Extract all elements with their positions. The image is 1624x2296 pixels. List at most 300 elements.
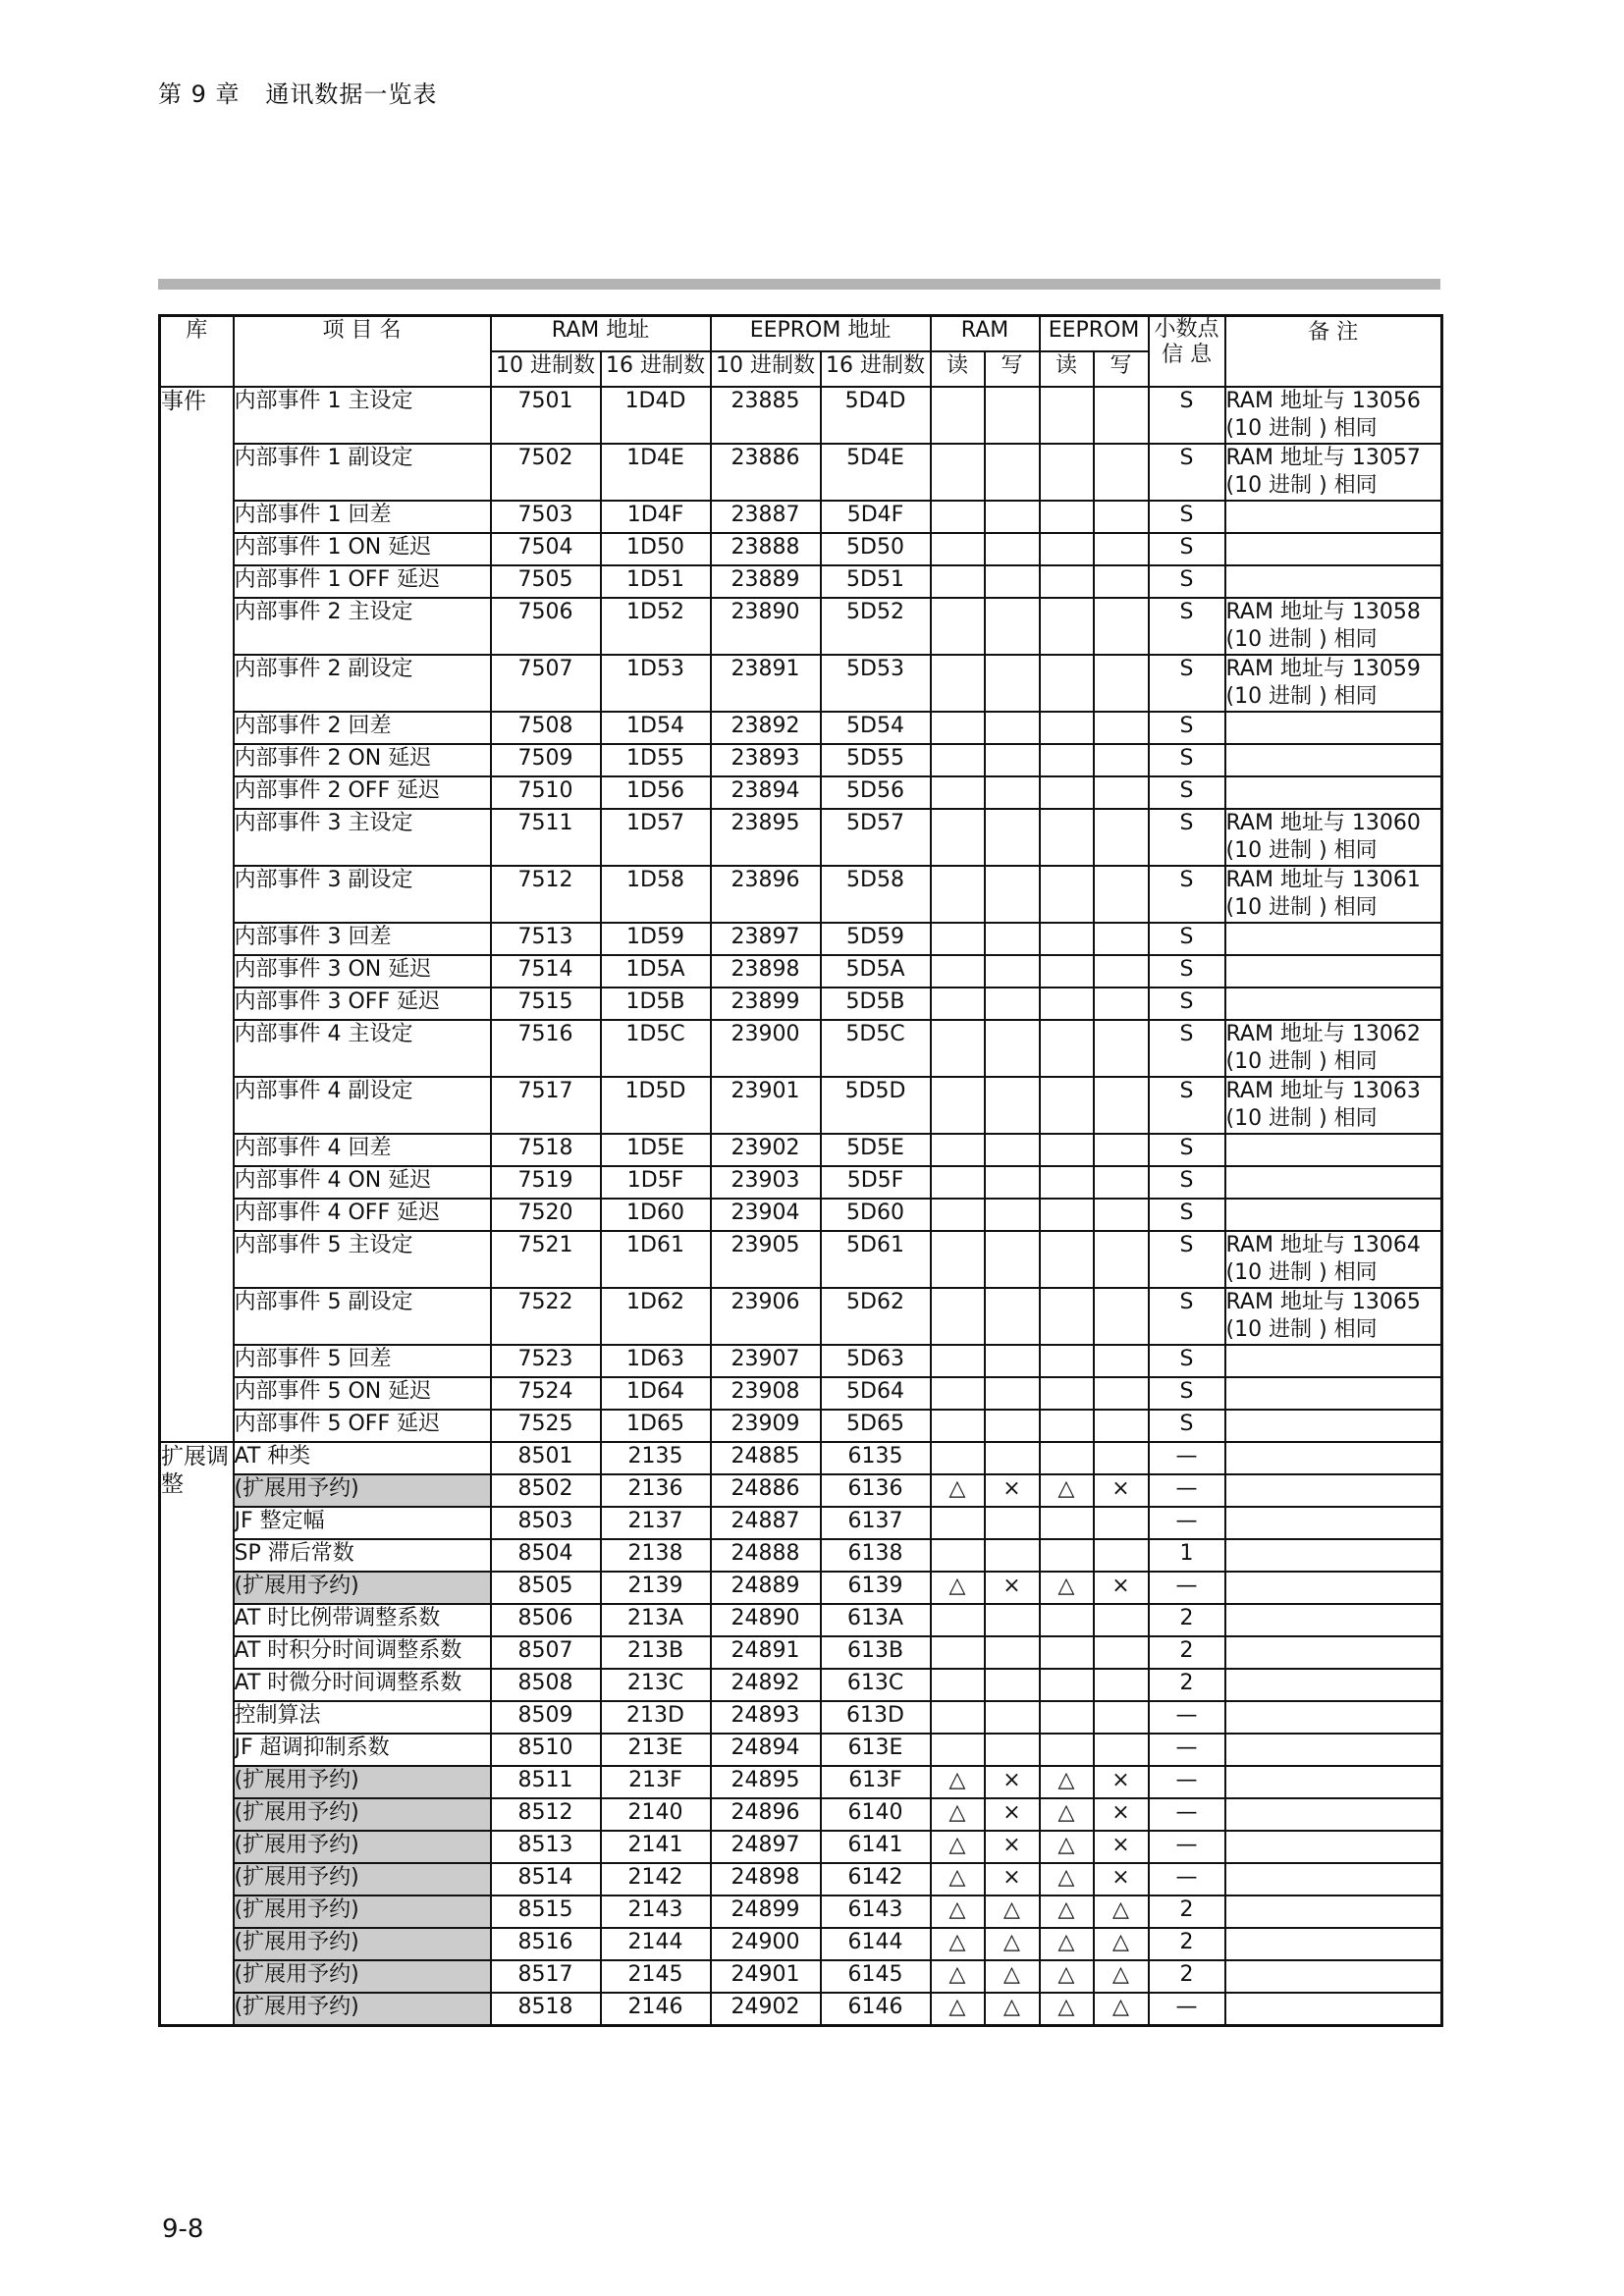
item-name: AT 时积分时间调整系数 xyxy=(234,1636,491,1669)
ee-r-cell xyxy=(1040,1134,1094,1166)
ee-dec-cell: 24902 xyxy=(711,1993,821,2026)
item-name: 内部事件 2 OFF 延迟 xyxy=(234,776,491,809)
dp-cell: S xyxy=(1149,1345,1225,1377)
ram-r-cell xyxy=(931,387,985,444)
ram-r-cell xyxy=(931,1077,985,1134)
ee-hex-cell: 5D5A xyxy=(821,955,931,988)
note-cell xyxy=(1225,1231,1442,1288)
dp-cell: S xyxy=(1149,988,1225,1020)
dp-cell: — xyxy=(1149,1572,1225,1604)
ram-dec-cell: 7514 xyxy=(491,955,601,988)
chapter-label: 第 9 章 xyxy=(158,80,241,108)
ee-r-cell xyxy=(1040,776,1094,809)
note-line-2: (10 进制 ) 相同 xyxy=(1225,1259,1378,1285)
ram-dec-cell: 7508 xyxy=(491,712,601,744)
dp-cell: S xyxy=(1149,501,1225,533)
note-line-2: (10 进制 ) 相同 xyxy=(1225,1105,1378,1131)
ee-dec-cell: 24894 xyxy=(711,1734,821,1766)
ram-r-cell: △ xyxy=(931,1831,985,1863)
table-row xyxy=(160,923,1442,955)
ee-dec-cell: 24891 xyxy=(711,1636,821,1669)
ram-w-cell xyxy=(985,1410,1040,1442)
ee-r-cell: △ xyxy=(1040,1928,1094,1960)
item-name: 内部事件 2 ON 延迟 xyxy=(234,744,491,776)
ram-dec-cell: 8504 xyxy=(491,1539,601,1572)
note-cell xyxy=(1225,1077,1442,1134)
header-ram-hex: 16 进制数 xyxy=(601,351,711,387)
ee-dec-cell: 23908 xyxy=(711,1377,821,1410)
item-name: 内部事件 2 副设定 xyxy=(234,655,491,712)
ee-r-cell xyxy=(1040,1604,1094,1636)
ram-hex-cell: 1D5D xyxy=(601,1077,711,1134)
note-cell xyxy=(1225,923,1442,955)
note-line-2: (10 进制 ) 相同 xyxy=(1225,472,1378,498)
ee-r-cell xyxy=(1040,387,1094,444)
item-name: 内部事件 5 回差 xyxy=(234,1345,491,1377)
ram-dec-cell: 7507 xyxy=(491,655,601,712)
ee-dec-cell: 23889 xyxy=(711,565,821,598)
ee-w-cell xyxy=(1094,1539,1149,1572)
ram-w-cell: × xyxy=(985,1572,1040,1604)
note-cell xyxy=(1225,387,1442,444)
ram-w-cell xyxy=(985,565,1040,598)
ee-r-cell xyxy=(1040,1507,1094,1539)
ee-hex-cell: 5D60 xyxy=(821,1199,931,1231)
ram-r-cell: △ xyxy=(931,1928,985,1960)
ram-r-cell xyxy=(931,1442,985,1474)
ram-w-cell xyxy=(985,387,1040,444)
ram-hex-cell: 1D62 xyxy=(601,1288,711,1345)
ee-r-cell: △ xyxy=(1040,1863,1094,1896)
ram-r-cell xyxy=(931,598,985,655)
ram-dec-cell: 7521 xyxy=(491,1231,601,1288)
ram-w-cell xyxy=(985,598,1040,655)
item-name: 内部事件 2 主设定 xyxy=(234,598,491,655)
table-row xyxy=(160,1539,1442,1572)
ram-r-cell xyxy=(931,955,985,988)
dp-cell: S xyxy=(1149,1199,1225,1231)
table-row xyxy=(160,1377,1442,1410)
table-row xyxy=(160,776,1442,809)
ee-r-cell xyxy=(1040,1077,1094,1134)
ee-dec-cell: 23894 xyxy=(711,776,821,809)
ram-hex-cell: 1D59 xyxy=(601,923,711,955)
ram-w-cell xyxy=(985,1377,1040,1410)
dp-cell: S xyxy=(1149,1134,1225,1166)
table-row xyxy=(160,1896,1442,1928)
ram-r-cell xyxy=(931,712,985,744)
ee-w-cell xyxy=(1094,1701,1149,1734)
note-cell xyxy=(1225,1572,1442,1604)
table-row xyxy=(160,1701,1442,1734)
ee-hex-cell: 5D4D xyxy=(821,387,931,444)
ee-dec-cell: 24901 xyxy=(711,1960,821,1993)
note-line-2: (10 进制 ) 相同 xyxy=(1225,894,1378,920)
ee-r-cell xyxy=(1040,866,1094,923)
ram-dec-cell: 7503 xyxy=(491,501,601,533)
header-library: 库 xyxy=(160,316,234,387)
header-ram-write: 写 xyxy=(985,351,1040,387)
ee-w-cell xyxy=(1094,565,1149,598)
ee-w-cell: △ xyxy=(1094,1993,1149,2026)
ram-w-cell: △ xyxy=(985,1993,1040,2026)
note-line-2: (10 进制 ) 相同 xyxy=(1225,1316,1378,1342)
ram-w-cell xyxy=(985,1134,1040,1166)
ram-w-cell: × xyxy=(985,1474,1040,1507)
ee-dec-cell: 24885 xyxy=(711,1442,821,1474)
ram-hex-cell: 1D5E xyxy=(601,1134,711,1166)
ram-w-cell xyxy=(985,444,1040,501)
note-cell xyxy=(1225,1960,1442,1993)
ram-r-cell xyxy=(931,655,985,712)
ram-hex-cell: 2137 xyxy=(601,1507,711,1539)
item-name: 控制算法 xyxy=(234,1701,491,1734)
ee-dec-cell: 23904 xyxy=(711,1199,821,1231)
ram-hex-cell: 1D52 xyxy=(601,598,711,655)
item-name: 内部事件 1 OFF 延迟 xyxy=(234,565,491,598)
ram-hex-cell: 1D5C xyxy=(601,1020,711,1077)
ee-hex-cell: 613D xyxy=(821,1701,931,1734)
ram-r-cell xyxy=(931,809,985,866)
ee-dec-cell: 23885 xyxy=(711,387,821,444)
dp-cell: — xyxy=(1149,1993,1225,2026)
dp-cell: 2 xyxy=(1149,1896,1225,1928)
dp-cell: S xyxy=(1149,533,1225,565)
ee-hex-cell: 6138 xyxy=(821,1539,931,1572)
table-row xyxy=(160,1231,1442,1288)
ee-hex-cell: 6144 xyxy=(821,1928,931,1960)
note-cell xyxy=(1225,1993,1442,2026)
ram-w-cell xyxy=(985,533,1040,565)
ram-w-cell xyxy=(985,1636,1040,1669)
item-name: (扩展用予约) xyxy=(234,1896,491,1928)
ee-hex-cell: 6142 xyxy=(821,1863,931,1896)
ee-dec-cell: 23903 xyxy=(711,1166,821,1199)
ram-w-cell xyxy=(985,1701,1040,1734)
table-row xyxy=(160,1288,1442,1345)
ram-hex-cell: 213D xyxy=(601,1701,711,1734)
ram-dec-cell: 7522 xyxy=(491,1288,601,1345)
ee-dec-cell: 23893 xyxy=(711,744,821,776)
ee-hex-cell: 5D62 xyxy=(821,1288,931,1345)
ram-hex-cell: 1D55 xyxy=(601,744,711,776)
ram-dec-cell: 8506 xyxy=(491,1604,601,1636)
ram-dec-cell: 7518 xyxy=(491,1134,601,1166)
ee-w-cell xyxy=(1094,1669,1149,1701)
item-name: 内部事件 4 OFF 延迟 xyxy=(234,1199,491,1231)
note-cell xyxy=(1225,809,1442,866)
ee-w-cell xyxy=(1094,1442,1149,1474)
dp-cell: 1 xyxy=(1149,1539,1225,1572)
ee-dec-cell: 23891 xyxy=(711,655,821,712)
header-decimal-info: 小数点信 息 xyxy=(1149,316,1225,387)
note-cell xyxy=(1225,1766,1442,1798)
table-row xyxy=(160,1507,1442,1539)
ram-w-cell: × xyxy=(985,1831,1040,1863)
table-row xyxy=(160,1993,1442,2026)
dp-cell: S xyxy=(1149,1377,1225,1410)
ee-hex-cell: 613F xyxy=(821,1766,931,1798)
ram-r-cell xyxy=(931,1377,985,1410)
ee-w-cell: × xyxy=(1094,1863,1149,1896)
ram-w-cell xyxy=(985,1077,1040,1134)
header-eeprom-dec: 10 进制数 xyxy=(711,351,821,387)
item-name: 内部事件 1 主设定 xyxy=(234,387,491,444)
ram-r-cell xyxy=(931,1166,985,1199)
header-ram-address: RAM 地址 xyxy=(491,316,711,351)
ram-hex-cell: 1D5A xyxy=(601,955,711,988)
ee-w-cell xyxy=(1094,1288,1149,1345)
ram-hex-cell: 1D4F xyxy=(601,501,711,533)
ram-r-cell xyxy=(931,1669,985,1701)
note-cell xyxy=(1225,1166,1442,1199)
ee-w-cell xyxy=(1094,923,1149,955)
ram-hex-cell: 1D5F xyxy=(601,1166,711,1199)
ram-hex-cell: 2135 xyxy=(601,1442,711,1474)
ram-dec-cell: 7523 xyxy=(491,1345,601,1377)
note-cell xyxy=(1225,1831,1442,1863)
table-row xyxy=(160,1798,1442,1831)
note-line-1: RAM 地址与 13060 xyxy=(1225,810,1421,835)
ee-hex-cell: 6141 xyxy=(821,1831,931,1863)
ee-r-cell xyxy=(1040,1199,1094,1231)
dp-cell: — xyxy=(1149,1701,1225,1734)
ram-w-cell xyxy=(985,1020,1040,1077)
note-cell xyxy=(1225,444,1442,501)
ee-w-cell xyxy=(1094,1377,1149,1410)
ram-dec-cell: 7513 xyxy=(491,923,601,955)
header-rule xyxy=(158,279,1440,290)
note-cell xyxy=(1225,655,1442,712)
ram-dec-cell: 8517 xyxy=(491,1960,601,1993)
ram-hex-cell: 2144 xyxy=(601,1928,711,1960)
ee-dec-cell: 24887 xyxy=(711,1507,821,1539)
ram-dec-cell: 8501 xyxy=(491,1442,601,1474)
communication-data-table xyxy=(158,314,1443,2027)
table-row xyxy=(160,1960,1442,1993)
note-cell xyxy=(1225,1734,1442,1766)
header-ram-read: 读 xyxy=(931,351,985,387)
item-name: 内部事件 1 副设定 xyxy=(234,444,491,501)
ram-r-cell xyxy=(931,1604,985,1636)
item-name: 内部事件 1 回差 xyxy=(234,501,491,533)
ee-w-cell: × xyxy=(1094,1798,1149,1831)
ee-r-cell: △ xyxy=(1040,1766,1094,1798)
ee-r-cell xyxy=(1040,565,1094,598)
ram-hex-cell: 2142 xyxy=(601,1863,711,1896)
ee-r-cell xyxy=(1040,1442,1094,1474)
table-row xyxy=(160,1669,1442,1701)
ram-w-cell: × xyxy=(985,1863,1040,1896)
item-name: 内部事件 5 ON 延迟 xyxy=(234,1377,491,1410)
ram-r-cell xyxy=(931,1288,985,1345)
item-name: 内部事件 5 OFF 延迟 xyxy=(234,1410,491,1442)
item-name: 内部事件 3 回差 xyxy=(234,923,491,955)
table-row xyxy=(160,744,1442,776)
ram-dec-cell: 8510 xyxy=(491,1734,601,1766)
ram-w-cell xyxy=(985,1442,1040,1474)
ee-r-cell xyxy=(1040,712,1094,744)
ram-r-cell xyxy=(931,1701,985,1734)
dp-cell: S xyxy=(1149,866,1225,923)
note-line-2: (10 进制 ) 相同 xyxy=(1225,415,1378,441)
item-name: (扩展用予约) xyxy=(234,1831,491,1863)
ram-r-cell xyxy=(931,1345,985,1377)
dp-cell: S xyxy=(1149,1288,1225,1345)
ee-w-cell: × xyxy=(1094,1474,1149,1507)
page-header xyxy=(158,75,437,109)
ee-w-cell xyxy=(1094,1020,1149,1077)
note-cell xyxy=(1225,1410,1442,1442)
header-eeprom: EEPROM xyxy=(1040,316,1149,351)
ee-hex-cell: 5D4E xyxy=(821,444,931,501)
table-row xyxy=(160,866,1442,923)
table-row xyxy=(160,655,1442,712)
ee-hex-cell: 5D50 xyxy=(821,533,931,565)
page-number: 9-8 xyxy=(162,2215,204,2244)
ram-dec-cell: 8502 xyxy=(491,1474,601,1507)
ram-dec-cell: 8515 xyxy=(491,1896,601,1928)
ee-hex-cell: 5D54 xyxy=(821,712,931,744)
item-name: 内部事件 5 副设定 xyxy=(234,1288,491,1345)
ee-w-cell xyxy=(1094,1231,1149,1288)
ram-r-cell xyxy=(931,533,985,565)
ee-r-cell: △ xyxy=(1040,1896,1094,1928)
header-note: 备 注 xyxy=(1225,316,1442,387)
ee-r-cell xyxy=(1040,988,1094,1020)
ee-w-cell xyxy=(1094,501,1149,533)
ee-hex-cell: 5D61 xyxy=(821,1231,931,1288)
table-row xyxy=(160,501,1442,533)
ee-dec-cell: 23887 xyxy=(711,501,821,533)
note-cell xyxy=(1225,1539,1442,1572)
ee-dec-cell: 24898 xyxy=(711,1863,821,1896)
ram-dec-cell: 8509 xyxy=(491,1701,601,1734)
ee-hex-cell: 6140 xyxy=(821,1798,931,1831)
ram-w-cell: △ xyxy=(985,1928,1040,1960)
ram-hex-cell: 213A xyxy=(601,1604,711,1636)
table-row xyxy=(160,533,1442,565)
ram-hex-cell: 213F xyxy=(601,1766,711,1798)
ram-r-cell xyxy=(931,1539,985,1572)
ram-dec-cell: 7525 xyxy=(491,1410,601,1442)
ee-dec-cell: 23886 xyxy=(711,444,821,501)
table-row xyxy=(160,1410,1442,1442)
ram-hex-cell: 1D50 xyxy=(601,533,711,565)
ram-hex-cell: 2140 xyxy=(601,1798,711,1831)
ee-hex-cell: 5D64 xyxy=(821,1377,931,1410)
dp-cell: S xyxy=(1149,809,1225,866)
table-row xyxy=(160,1474,1442,1507)
ram-dec-cell: 7511 xyxy=(491,809,601,866)
ee-w-cell: △ xyxy=(1094,1960,1149,1993)
ee-r-cell xyxy=(1040,1166,1094,1199)
note-cell xyxy=(1225,565,1442,598)
ram-dec-cell: 7512 xyxy=(491,866,601,923)
note-cell xyxy=(1225,776,1442,809)
ee-dec-cell: 23905 xyxy=(711,1231,821,1288)
ee-hex-cell: 613E xyxy=(821,1734,931,1766)
ram-hex-cell: 1D58 xyxy=(601,866,711,923)
ee-w-cell: × xyxy=(1094,1766,1149,1798)
ram-dec-cell: 7501 xyxy=(491,387,601,444)
header-eeprom-hex: 16 进制数 xyxy=(821,351,931,387)
item-name: (扩展用予约) xyxy=(234,1960,491,1993)
ram-dec-cell: 7517 xyxy=(491,1077,601,1134)
item-name: 内部事件 4 主设定 xyxy=(234,1020,491,1077)
ram-hex-cell: 1D56 xyxy=(601,776,711,809)
note-cell xyxy=(1225,1507,1442,1539)
ee-r-cell xyxy=(1040,1020,1094,1077)
dp-cell: — xyxy=(1149,1474,1225,1507)
header-eeprom-read: 读 xyxy=(1040,351,1094,387)
ee-w-cell: × xyxy=(1094,1831,1149,1863)
item-name: 内部事件 3 副设定 xyxy=(234,866,491,923)
ee-dec-cell: 23898 xyxy=(711,955,821,988)
item-name: 内部事件 3 OFF 延迟 xyxy=(234,988,491,1020)
dp-cell: S xyxy=(1149,923,1225,955)
ee-dec-cell: 23907 xyxy=(711,1345,821,1377)
ee-r-cell: △ xyxy=(1040,1960,1094,1993)
note-cell xyxy=(1225,501,1442,533)
note-cell xyxy=(1225,1474,1442,1507)
ee-dec-cell: 23906 xyxy=(711,1288,821,1345)
note-line-2: (10 进制 ) 相同 xyxy=(1225,837,1378,863)
ram-r-cell: △ xyxy=(931,1572,985,1604)
ram-r-cell: △ xyxy=(931,1474,985,1507)
ee-hex-cell: 5D53 xyxy=(821,655,931,712)
ram-dec-cell: 7509 xyxy=(491,744,601,776)
note-cell xyxy=(1225,1896,1442,1928)
ee-w-cell: △ xyxy=(1094,1928,1149,1960)
ee-hex-cell: 6145 xyxy=(821,1960,931,1993)
ee-r-cell: △ xyxy=(1040,1474,1094,1507)
ram-w-cell xyxy=(985,744,1040,776)
ram-dec-cell: 8516 xyxy=(491,1928,601,1960)
ee-dec-cell: 23902 xyxy=(711,1134,821,1166)
dp-cell: — xyxy=(1149,1863,1225,1896)
ram-w-cell xyxy=(985,955,1040,988)
ram-dec-cell: 7502 xyxy=(491,444,601,501)
ram-r-cell: △ xyxy=(931,1896,985,1928)
ram-w-cell xyxy=(985,1231,1040,1288)
ee-hex-cell: 5D5F xyxy=(821,1166,931,1199)
note-cell xyxy=(1225,1636,1442,1669)
ram-r-cell xyxy=(931,1231,985,1288)
header-eeprom-write: 写 xyxy=(1094,351,1149,387)
ram-r-cell xyxy=(931,923,985,955)
ee-hex-cell: 5D57 xyxy=(821,809,931,866)
note-line-1: RAM 地址与 13061 xyxy=(1225,867,1421,892)
ram-r-cell: △ xyxy=(931,1863,985,1896)
note-cell xyxy=(1225,533,1442,565)
ram-dec-cell: 7520 xyxy=(491,1199,601,1231)
ee-hex-cell: 5D4F xyxy=(821,501,931,533)
ram-w-cell xyxy=(985,1604,1040,1636)
ram-dec-cell: 8514 xyxy=(491,1863,601,1896)
dp-cell: S xyxy=(1149,387,1225,444)
ram-hex-cell: 1D63 xyxy=(601,1345,711,1377)
note-cell xyxy=(1225,1134,1442,1166)
ee-dec-cell: 23901 xyxy=(711,1077,821,1134)
ram-w-cell xyxy=(985,1166,1040,1199)
ram-dec-cell: 8507 xyxy=(491,1636,601,1669)
ram-hex-cell: 1D53 xyxy=(601,655,711,712)
ee-dec-cell: 24893 xyxy=(711,1701,821,1734)
table-row xyxy=(160,1863,1442,1896)
dp-cell: S xyxy=(1149,565,1225,598)
ee-w-cell xyxy=(1094,1077,1149,1134)
